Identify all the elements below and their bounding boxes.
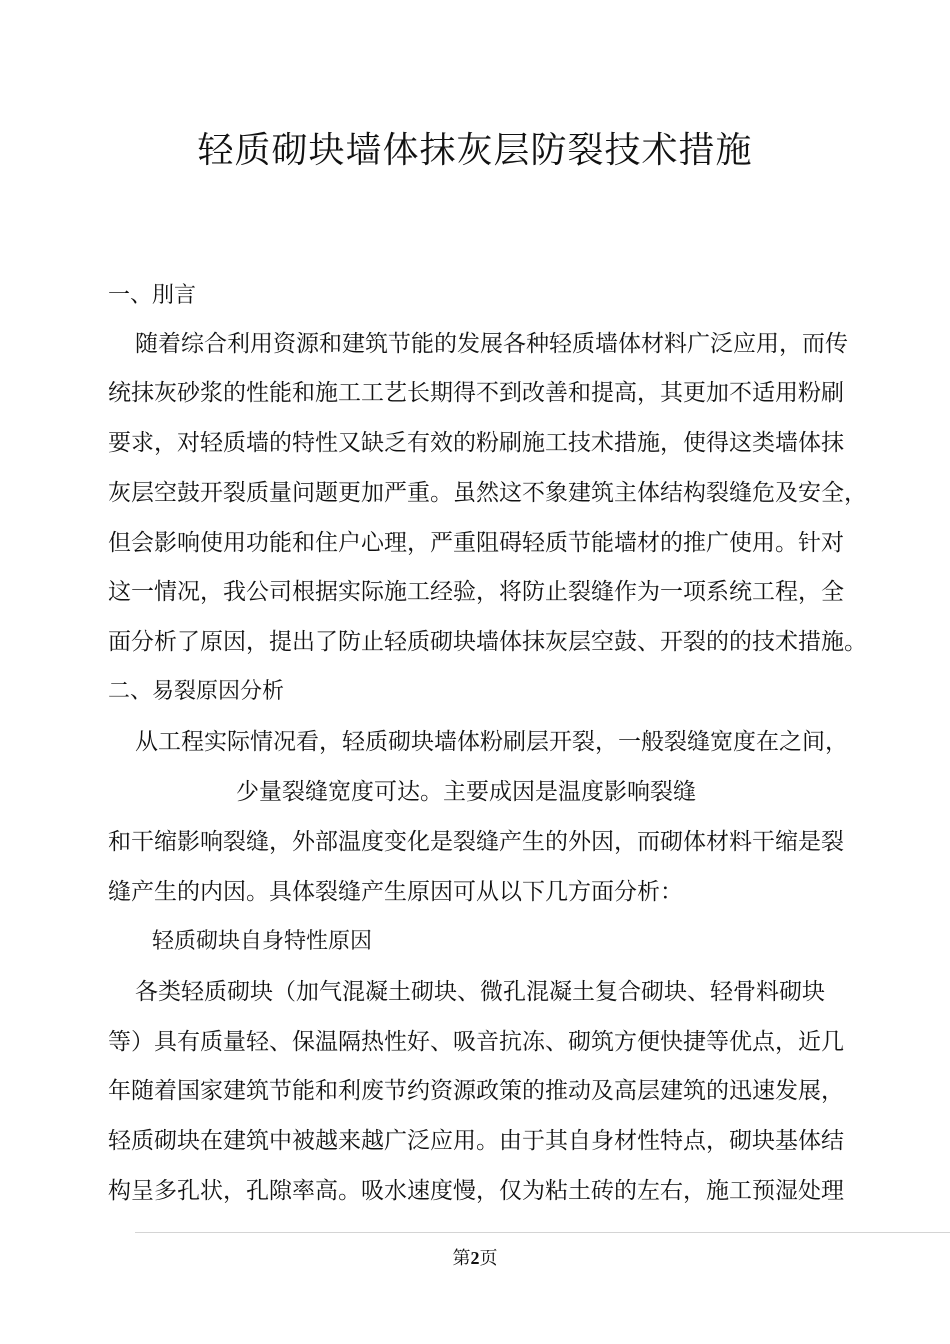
paragraph-line: 和干缩影响裂缝，外部温度变化是裂缝产生的外因，而砌体材料干缩是裂 bbox=[108, 829, 844, 855]
document-title: 轻质砌块墙体抹灰层防裂技术措施 bbox=[197, 130, 753, 171]
paragraph-line: 构呈多孔状，孔隙率高。吸水速度慢，仅为粘土砖的左右，施工预湿处理 bbox=[108, 1178, 844, 1204]
paragraph-line: 等）具有质量轻、保温隔热性好、吸音抗冻、砌筑方便快捷等优点，近几 bbox=[108, 1029, 844, 1055]
page-footer bbox=[0, 1244, 950, 1270]
paragraph-line: 缝产生的内因。具体裂缝产生原因可从以下几方面分析： bbox=[108, 879, 683, 905]
paragraph-line: 轻质砌块在建筑中被越来越广泛应用。由于其自身材性特点，砌块基体结 bbox=[108, 1128, 844, 1154]
footer-divider bbox=[135, 1232, 950, 1233]
paragraph-line: 少量裂缝宽度可达。主要成因是温度影响裂缝 bbox=[236, 779, 696, 805]
paragraph-line: 从工程实际情况看，轻质砌块墙体粉刷层开裂，一般裂缝宽度在之间， bbox=[135, 729, 848, 755]
paragraph-line: 各类轻质砌块（加气混凝土砌块、微孔混凝土复合砌块、轻骨料砌块 bbox=[135, 979, 825, 1005]
paragraph-line: 要求，对轻质墙的特性又缺乏有效的粉刷施工技术措施，使得这类墙体抹 bbox=[108, 430, 844, 456]
section-heading-preface: 一、刖言 bbox=[108, 283, 197, 308]
page-label-prefix: 第 bbox=[452, 1248, 471, 1269]
paragraph-line: 年随着国家建筑节能和利废节约资源政策的推动及高层建筑的迅速发展， bbox=[108, 1078, 844, 1104]
paragraph-line: 统抹灰砂浆的性能和施工工艺长期得不到改善和提高，其更加不适用粉刷 bbox=[108, 380, 844, 406]
page-label-suffix: 页 bbox=[479, 1248, 498, 1269]
page-number: 2 bbox=[470, 1248, 480, 1268]
paragraph-line: 面分析了原因，提出了防止轻质砌块墙体抹灰层空鼓、开裂的的技术措施。 bbox=[108, 629, 867, 655]
paragraph-line: 这一情况，我公司根据实际施工经验，将防止裂缝作为一项系统工程，全 bbox=[108, 579, 844, 605]
paragraph-line: 但会影响使用功能和住户心理，严重阻碍轻质节能墙材的推广使用。针对 bbox=[108, 530, 844, 556]
paragraph-line: 灰层空鼓开裂质量问题更加严重。虽然这不象建筑主体结构裂缝危及安全， bbox=[108, 480, 867, 506]
section-heading-cause-analysis: 二、易裂原因分析 bbox=[108, 679, 285, 704]
paragraph-line: 随着综合利用资源和建筑节能的发展各种轻质墙体材料广泛应用，而传 bbox=[135, 331, 848, 357]
subsection-heading: 轻质砌块自身特性原因 bbox=[152, 929, 373, 954]
